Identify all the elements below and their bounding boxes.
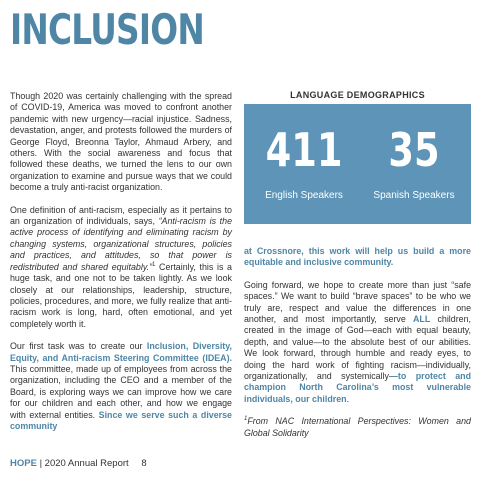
all-highlight: ALL	[413, 314, 431, 325]
page-footer	[10, 458, 147, 469]
paragraph-end: .	[346, 393, 350, 404]
page-number: 8	[141, 458, 147, 469]
english-stat	[250, 122, 358, 201]
footnote-text: From NAC International Perspectives: Women and Global Solidarity	[244, 416, 471, 438]
crossnore-continuation: at Crossnore, this work will help us build a more equitable and inclusive community.	[244, 246, 471, 268]
champion-highlight: —to protect and champion North Carolina’s most vulnerable individuals, our children	[244, 371, 471, 404]
spanish-speakers-label: Spanish Speakers	[373, 190, 455, 201]
english-speakers-label: English Speakers	[265, 190, 343, 201]
definition-paragraph	[10, 205, 232, 330]
committee-name: Inclusion, Diversity, Equity, and Anti-racism Steering Committee (IDEA).	[10, 341, 232, 363]
page-title: INCLUSION	[10, 5, 204, 54]
spanish-speakers-count: 35	[388, 123, 440, 177]
demographics-panel	[244, 104, 471, 224]
community-highlight: Since we serve such a diverse community	[10, 409, 232, 431]
footer-brand: HOPE	[10, 458, 37, 469]
footnote	[244, 416, 471, 439]
brave-spaces-paragraph	[244, 280, 471, 405]
left-column	[10, 91, 232, 443]
brave-spaces-text: Going forward, we hope to create more than just “safe spaces.” We want to build “brave spaces” to be who we truly are, respect and value the differences in one another, and most importantly, serve	[244, 279, 471, 325]
english-speakers-count: 411	[265, 123, 343, 177]
committee-text-continued: This committee, made up of employees from across the organization, including the CEO and a member of the Board, is exploring ways we can improve how we care for our children and each other, and how we engage with external entities.	[10, 363, 232, 420]
footnote-marker: 1	[152, 261, 156, 268]
anti-racism-quote: “Anti-racism is the active process of identifying and eliminating racism by changing systems, organizational structures, policies and practices, and attitudes, so that power is redistributed and shared equitably.”	[10, 216, 233, 272]
spanish-stat	[362, 122, 466, 201]
committee-paragraph	[10, 341, 232, 432]
footnote-number: 1	[244, 416, 248, 423]
definition-text: One definition of anti-racism, especially as it pertains to an organization of individuals, says,	[10, 204, 232, 227]
right-column	[244, 246, 471, 450]
brave-spaces-text-continued: children, created in the image of God—each with equal beauty, depth, and value—to the absolute best of our abilities. We look forward, through humble and ready eyes, to doing the hard work of fighting racism—individually, organizationally, and systemically	[244, 314, 472, 382]
demographics-heading: LANGUAGE DEMOGRAPHICS	[290, 90, 425, 100]
definition-text-continued: Certainly, this is a huge task, and one not to be taken lightly. As we look closely at our relationships, leadership, structure, policies, procedures, and more, we fully realize that anti-racism work is long, hard, often emotional, and yet completely worth it.	[10, 261, 232, 329]
footer-report-title: | 2020 Annual Report	[39, 458, 129, 469]
intro-paragraph: Though 2020 was certainly challenging with the spread of COVID-19, America was moved to confront another pandemic with new urgency—racial injustice. Sadness, devastation, anger, and protests followed the murders of George Floyd, Breonna Taylor, Ahmaud Arbery, and others. With the social awareness and focus that followed these deaths, we turned the lens to our own organization to examine and pursue ways that we could become a truly anti-racist organization.	[10, 91, 232, 193]
committee-text: Our first task was to create our	[10, 341, 147, 352]
